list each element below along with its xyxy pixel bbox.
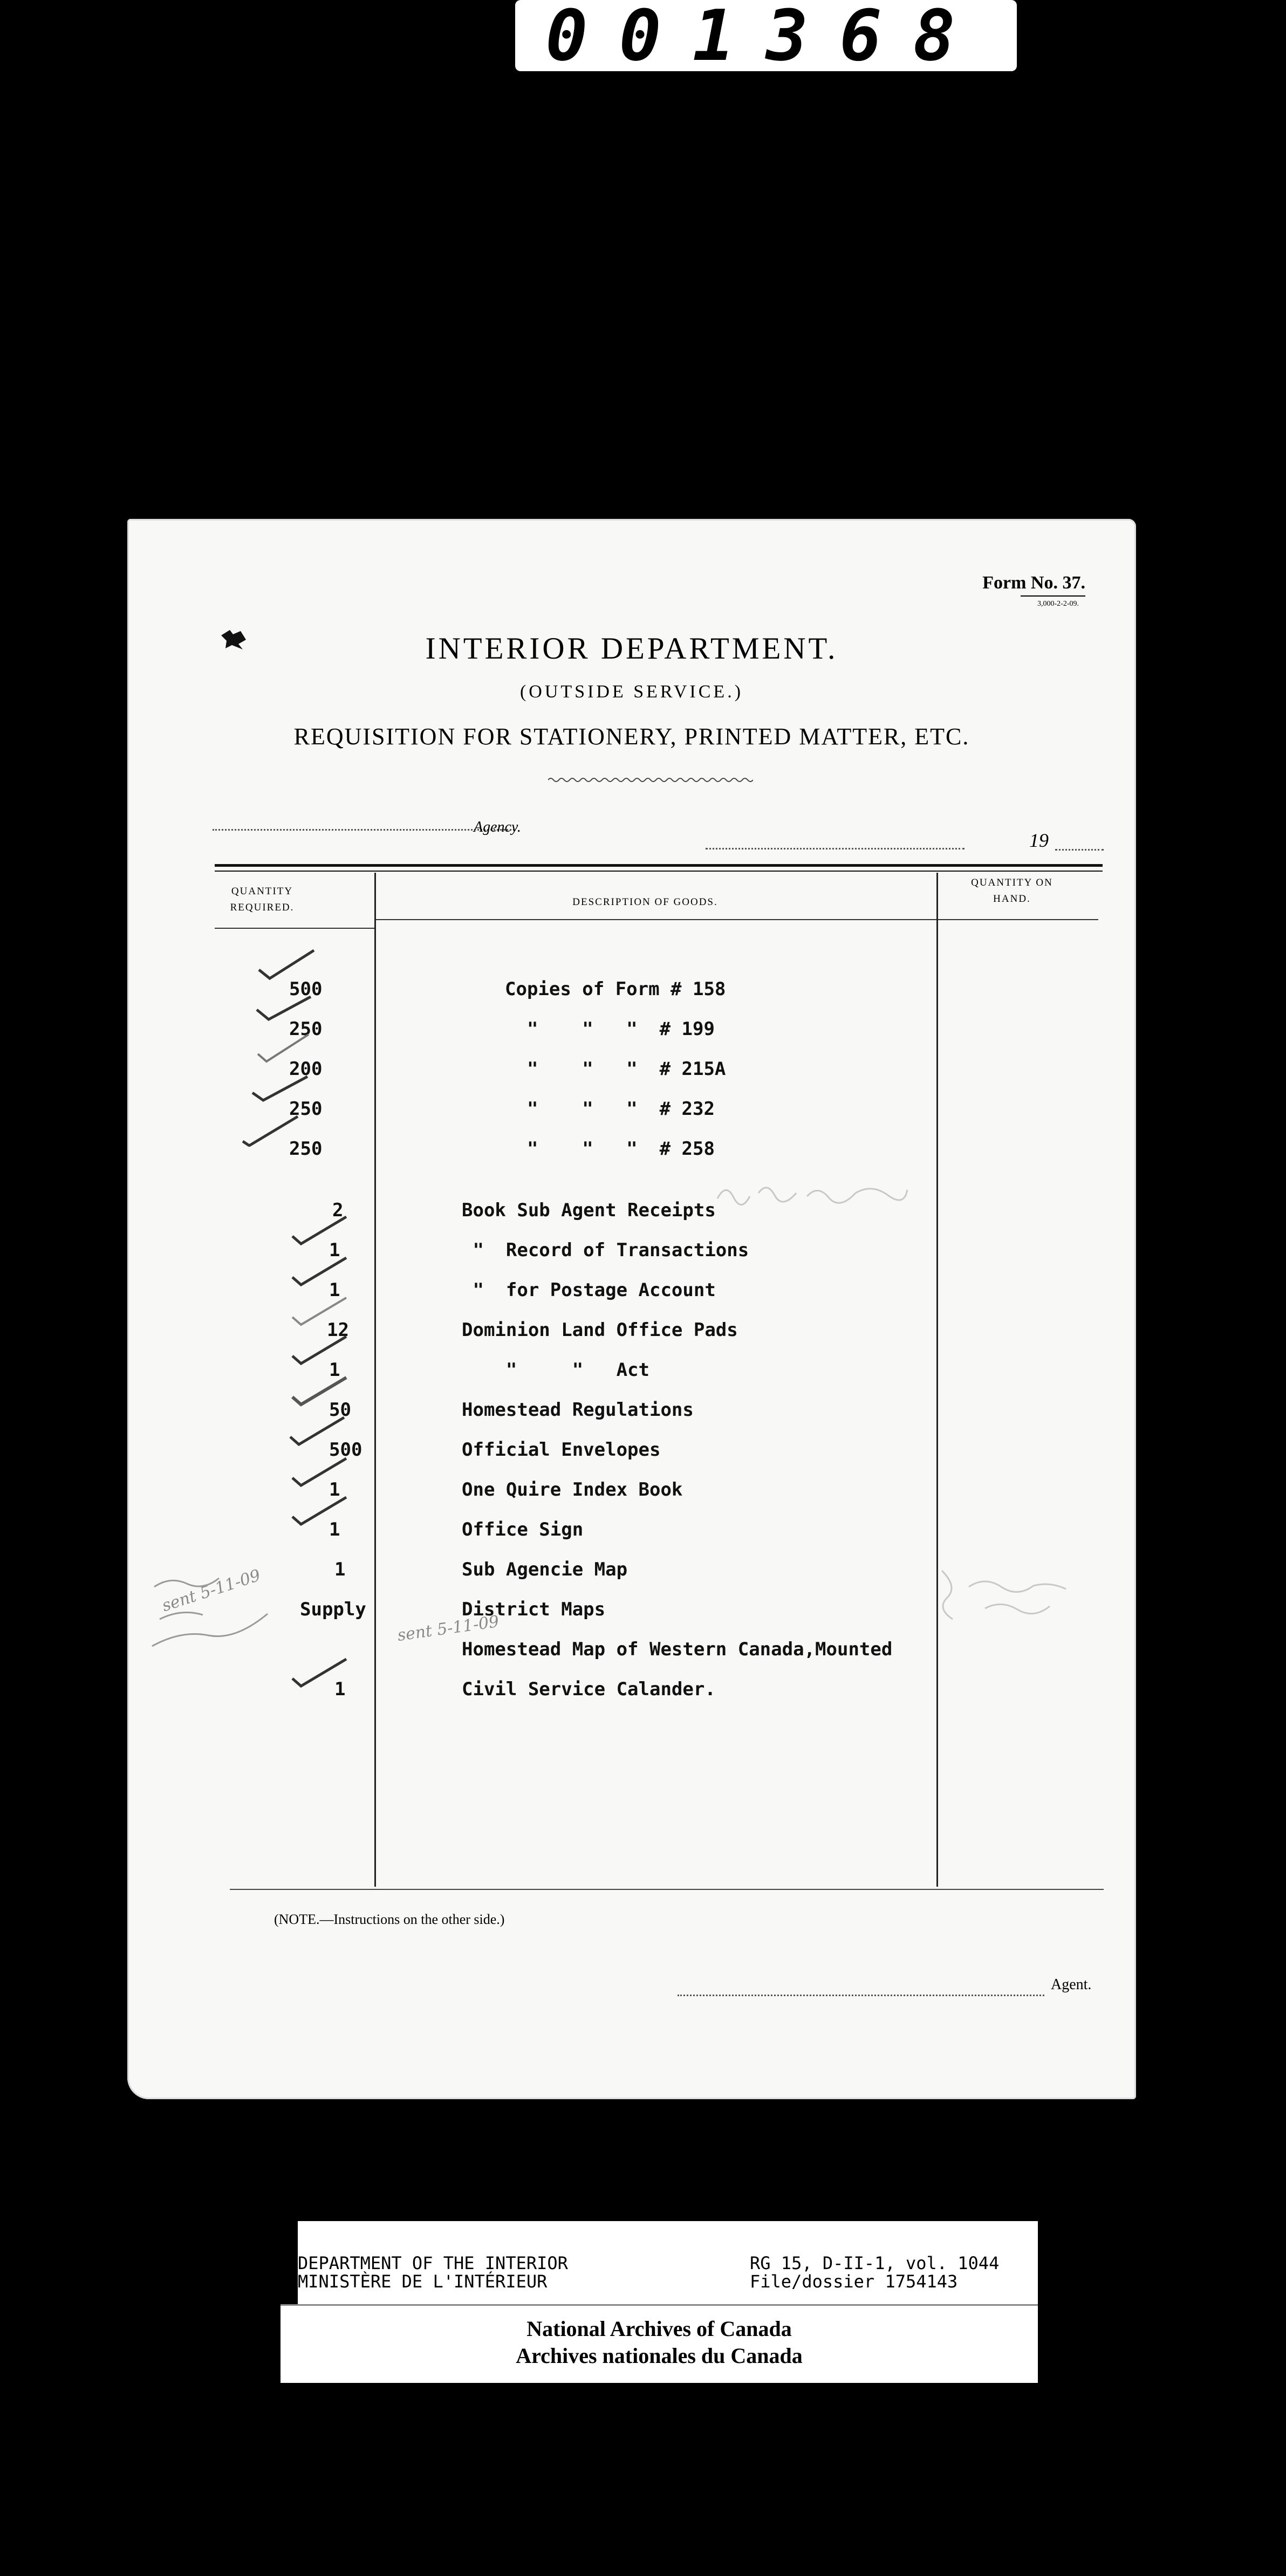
row-description: Civil Service Calander. [462, 1678, 716, 1700]
row-description: " for Postage Account [462, 1279, 716, 1301]
row-quantity: Supply [300, 1599, 366, 1620]
row-description: " " " # 199 [505, 1018, 715, 1040]
archive-record-group: RG 15, D-II-1, vol. 1044 [750, 2253, 1000, 2273]
archive-department [298, 2255, 568, 2291]
form-number: Form No. 37. [982, 573, 1085, 593]
row-quantity: 1 [334, 1678, 346, 1700]
header-rule [374, 919, 936, 920]
checkmark-icon [257, 948, 316, 981]
column-header-quantity: QUANTITY REQUIRED. [230, 886, 295, 914]
year-label: 19 [1029, 830, 1049, 851]
row-description: One Quire Index Book [462, 1479, 683, 1501]
archive-name-en: National Archives of Canada [526, 2317, 792, 2341]
agency-label: Agency. [474, 819, 521, 835]
table-bottom-rule [230, 1889, 1104, 1890]
row-quantity: 50 [329, 1399, 351, 1421]
row-quantity: 2 [332, 1200, 344, 1221]
row-quantity: 1 [329, 1239, 340, 1261]
form-note: (NOTE.—Instructions on the other side.) [274, 1912, 505, 1927]
row-description: Homestead Regulations [462, 1399, 694, 1421]
agent-signature-field [678, 1995, 1044, 1996]
row-quantity: 250 [289, 1098, 323, 1120]
checkmark-icon [241, 1114, 300, 1147]
checkmark-icon [289, 1375, 348, 1408]
row-description: " " " # 258 [505, 1138, 715, 1160]
row-quantity: 1 [329, 1279, 340, 1301]
archive-reference [750, 2255, 999, 2291]
pencil-scribble [936, 1565, 1098, 1625]
row-quantity: 1 [329, 1519, 340, 1540]
pencil-scribble [149, 1565, 311, 1657]
row-quantity: 250 [289, 1138, 323, 1160]
checkmark-icon [289, 1456, 348, 1489]
row-description: Homestead Map of Western Canada,Mounted [462, 1639, 893, 1660]
archive-label [298, 2221, 1038, 2371]
header-rule [215, 928, 374, 929]
checkmark-icon [255, 1032, 314, 1065]
row-description: Dominion Land Office Pads [462, 1319, 738, 1341]
decorative-rule [548, 776, 753, 784]
row-description: Office Sign [462, 1519, 584, 1540]
row-quantity: 500 [329, 1439, 362, 1461]
date-field [706, 848, 965, 849]
form-subtitle: (OUTSIDE SERVICE.) [519, 682, 744, 702]
row-quantity: 1 [329, 1359, 340, 1381]
archive-department-fr: MINISTÈRE DE L'INTÉRIEUR [298, 2271, 548, 2292]
row-description: District Maps [462, 1599, 606, 1620]
checkmark-icon [289, 1215, 348, 1247]
row-description: Book Sub Agent Receipts [462, 1200, 716, 1221]
frame-number-strip [515, 0, 1017, 77]
checkmark-icon [289, 1657, 348, 1689]
table-top-rule-thin [215, 871, 1103, 872]
row-quantity: 500 [289, 978, 323, 1000]
row-description: " " " # 232 [505, 1098, 715, 1120]
form-print-code: 3,000-2-2-09. [1037, 600, 1079, 608]
checkmark-icon [289, 1334, 348, 1367]
checkmark-icon [289, 1495, 348, 1527]
form-title: INTERIOR DEPARTMENT. [425, 632, 838, 666]
form-number-rule [1021, 595, 1085, 597]
year-field [1055, 849, 1104, 851]
row-description: " " Act [462, 1359, 649, 1381]
table-top-rule [215, 864, 1103, 867]
archive-name-fr: Archives nationales du Canada [516, 2344, 803, 2368]
row-description: Sub Agencie Map [462, 1559, 628, 1580]
archive-file-number: File/dossier 1754143 [750, 2271, 958, 2292]
row-quantity: 250 [289, 1018, 323, 1040]
row-description: " Record of Transactions [462, 1239, 749, 1261]
checkmark-icon [287, 1415, 346, 1448]
pencil-annotation: sent 5-11-09 [396, 1612, 501, 1646]
row-quantity: 12 [327, 1319, 349, 1341]
checkmark-icon [249, 1073, 309, 1106]
checkmark-icon [289, 1296, 348, 1328]
row-description: Official Envelopes [462, 1439, 661, 1461]
column-header-on-hand: QUANTITY ON HAND. [971, 877, 1053, 905]
column-divider [936, 873, 938, 1887]
row-quantity: 200 [289, 1058, 323, 1080]
agent-label: Agent. [1051, 1976, 1092, 1993]
row-quantity: 1 [334, 1559, 346, 1580]
row-description: " " " # 215A [505, 1058, 726, 1080]
pencil-scribble [715, 1177, 909, 1209]
row-description: Copies of Form # 158 [505, 978, 726, 1000]
archive-name-box [281, 2304, 1038, 2383]
agency-field [213, 829, 515, 831]
form-heading: REQUISITION FOR STATIONERY, PRINTED MATTER, ETC. [293, 723, 970, 750]
frame-number: 001368 [545, 0, 987, 77]
checkmark-icon [289, 1256, 348, 1288]
archive-department-en: DEPARTMENT OF THE INTERIOR [298, 2253, 568, 2273]
column-header-description: DESCRIPTION OF GOODS. [572, 896, 718, 908]
header-rule [936, 919, 1098, 920]
requisition-form [127, 519, 1136, 2099]
pencil-annotation: sent 5-11-09 [160, 1566, 263, 1616]
row-quantity: 1 [329, 1479, 340, 1501]
checkmark-icon [255, 994, 314, 1026]
